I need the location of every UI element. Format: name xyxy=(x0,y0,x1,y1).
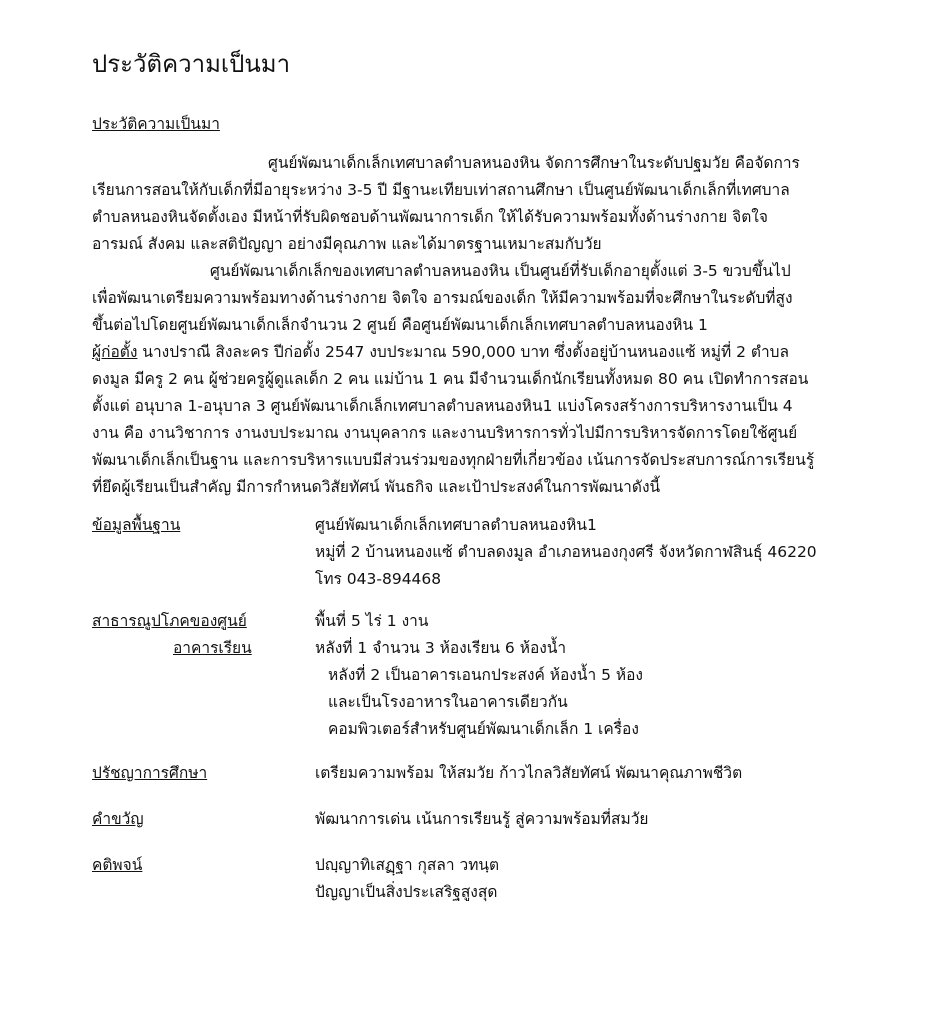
philosophy-label: ปรัชญาการศึกษา xyxy=(92,764,208,782)
paragraph-line xyxy=(92,339,872,366)
motto-label: คติพจน์ xyxy=(92,856,143,874)
utilities-line: และเป็นโรงอาหารในอาคารเดียวกัน xyxy=(328,693,568,711)
basic-info-value xyxy=(315,512,817,593)
paragraph-line: เพื่อพัฒนาเตรียมความพร้อมทางด้านร่างกาย จิตใจ อารมณ์ของเด็ก ให้มีความพร้อมที่จะศึกษาในระดับที่สูง xyxy=(92,289,793,307)
history-paragraph-2 xyxy=(92,258,872,501)
page-title: ประวัติความเป็นมา xyxy=(92,50,291,78)
basic-info-label: ข้อมูลพื้นฐาน xyxy=(92,516,181,534)
paragraph-line: ขึ้นต่อไปโดยศูนย์พัฒนาเด็กเล็กจำนวน 2 ศูนย์ คือศูนย์พัฒนาเด็กเล็กเทศบาลตำบลหนองหิน 1 xyxy=(92,316,708,334)
motto-line: ปัญญาเป็นสิ่งประเสริฐสูงสุด xyxy=(315,883,498,901)
history-paragraph-1 xyxy=(92,150,872,258)
utilities-line: หลังที่ 1 จำนวน 3 ห้องเรียน 6 ห้องน้ำ xyxy=(315,639,567,657)
utilities-line: คอมพิวเตอร์สำหรับศูนย์พัฒนาเด็กเล็ก 1 เครื่อง xyxy=(328,720,639,738)
motto-line: ปญฺญาทิเสฏฺฐา กุสลา วทนฺต xyxy=(315,856,500,874)
buildings-label: อาคารเรียน xyxy=(173,639,252,657)
utilities-line: พื้นที่ 5 ไร่ 1 งาน xyxy=(315,612,429,630)
paragraph-line: ศูนย์พัฒนาเด็กเล็กเทศบาลตำบลหนองหิน จัดการศึกษาในระดับปฐมวัย คือจัดการ xyxy=(268,154,800,172)
utilities-value xyxy=(315,608,566,662)
paragraph-line: งาน คือ งานวิชาการ งานงบประมาณ งานบุคลากร และงานบริหารการทั่วไปมีการบริหารจัดการโดยใช้ศูนย์ xyxy=(92,424,798,442)
paragraph-line: ที่ยึดผู้เรียนเป็นสำคัญ มีการกำหนดวิสัยทัศน์ พันธกิจ และเป้าประสงค์ในการพัฒนาดังนี้ xyxy=(92,478,661,496)
slogan-text: พัฒนาการเด่น เน้นการเรียนรู้ สู่ความพร้อมที่สมวัย xyxy=(315,810,649,828)
basic-info-line: โทร 043-894468 xyxy=(315,570,442,588)
philosophy-text: เตรียมความพร้อม ให้สมวัย ก้าวไกลวิสัยทัศน์ พัฒนาคุณภาพชีวิต xyxy=(315,764,743,782)
paragraph-line: ศูนย์พัฒนาเด็กเล็กของเทศบาลตำบลหนองหิน เป็นศูนย์ที่รับเด็กอายุตั้งแต่ 3-5 ขวบขึ้นไป xyxy=(210,262,791,280)
utilities-value-indented xyxy=(328,662,643,743)
founder-label: ผู้ก่อตั้ง xyxy=(92,343,138,361)
paragraph-line: เรียนการสอนให้กับเด็กที่มีอายุระหว่าง 3-5 ปี มีฐานะเทียบเท่าสถานศึกษา เป็นศูนย์พัฒนาเด็กเล็กที่เทศบาล xyxy=(92,181,790,199)
basic-info-line: ศูนย์พัฒนาเด็กเล็กเทศบาลตำบลหนองหิน1 xyxy=(315,516,597,534)
utilities-line: หลังที่ 2 เป็นอาคารเอนกประสงค์ ห้องน้ำ 5 ห้อง xyxy=(328,666,643,684)
slogan-label: คำขวัญ xyxy=(92,810,144,828)
paragraph-line: ตั้งแต่ อนุบาล 1-อนุบาล 3 ศูนย์พัฒนาเด็กเล็กเทศบาลตำบลหนองหิน1 แบ่งโครงสร้างการบริหารงานเป็น 4 xyxy=(92,397,793,415)
paragraph-line: อารมณ์ สังคม และสติปัญญา อย่างมีคุณภาพ และได้มาตรฐานเหมาะสมกับวัย xyxy=(92,235,602,253)
slogan-value xyxy=(315,806,648,833)
paragraph-line: พัฒนาเด็กเล็กเป็นฐาน และการบริหารแบบมีส่วนร่วมของทุกฝ่ายที่เกี่ยวข้อง เน้นการจัดประสบการณ์การเรียนรู้ xyxy=(92,451,815,469)
section-subtitle: ประวัติความเป็นมา xyxy=(92,115,220,133)
basic-info-line: หมู่ที่ 2 บ้านหนองแซ้ ตำบลดงมูล อำเภอหนองกุงศรี จังหวัดกาฬสินธุ์ 46220 xyxy=(315,543,817,561)
founder-text: นางปราณี สิงละคร ปีก่อตั้ง 2547 งบประมาณ 590,000 บาท ซึ่งตั้งอยู่บ้านหนองแซ้ หมู่ที่ 2 ตำบล xyxy=(137,343,790,361)
paragraph-line: ดงมูล มีครู 2 คน ผู้ช่วยครูผู้ดูแลเด็ก 2 คน แม่บ้าน 1 คน มีจำนวนเด็กนักเรียนทั้งหมด 80 คน เปิดทำการสอน xyxy=(92,370,809,388)
paragraph-line: ตำบลหนองหินจัดตั้งเอง มีหน้าที่รับผิดชอบด้านพัฒนาการเด็ก ให้ได้รับความพร้อมทั้งด้านร่างกาย จิตใจ xyxy=(92,208,768,226)
motto-value xyxy=(315,852,499,906)
philosophy-value xyxy=(315,760,742,787)
utilities-label: สาธารณูปโภคของศูนย์ xyxy=(92,612,247,630)
